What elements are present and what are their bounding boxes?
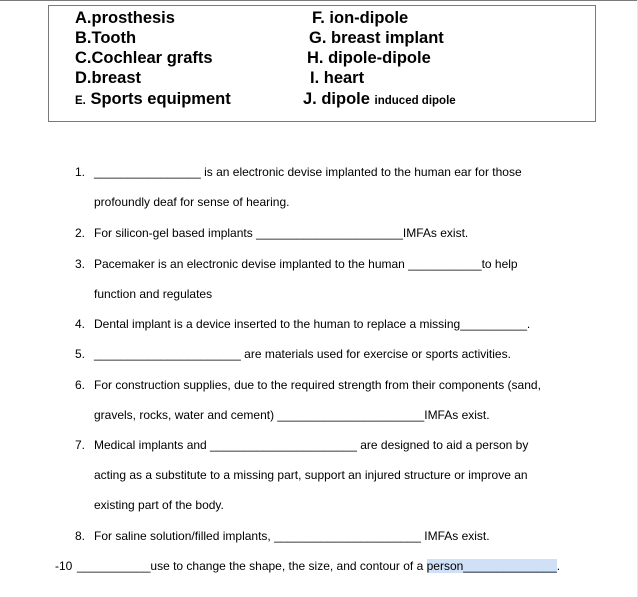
- choice-e: [75, 89, 231, 111]
- choice-letter: A.: [75, 9, 92, 27]
- choice-g: G. breast implant: [309, 29, 444, 47]
- choice-d: [75, 68, 141, 88]
- choice-i: I. heart: [310, 69, 365, 87]
- question-number: 8.: [75, 529, 86, 543]
- question-1-line-1: ________________ is an electronic devise implanted to the human ear for those: [94, 165, 522, 179]
- choice-letter: D.: [75, 69, 92, 87]
- question-number: 6.: [75, 378, 86, 392]
- question-6-line-1: For construction supplies, due to the required strength from their components (sand,: [94, 378, 541, 392]
- choice-letter: C.: [75, 49, 92, 67]
- choice-suffix: induced dipole: [374, 95, 456, 107]
- question-10-end: .: [556, 559, 561, 573]
- choice-text: J. dipole: [303, 90, 370, 108]
- question-3-line-2: function and regulates: [94, 287, 213, 301]
- question-10-line-1: [77, 559, 560, 574]
- question-7-line-3: existing part of the body.: [94, 498, 224, 512]
- choice-b: [75, 28, 136, 48]
- question-10-text: ___________use to change the shape, the size, and contour of a: [77, 559, 427, 573]
- choice-letter: B.: [75, 29, 92, 47]
- question-5-line-1: ______________________ are materials used for exercise or sports activities.: [94, 347, 511, 361]
- question-6-line-2: gravels, rocks, water and cement) ______________________IMFAs exist.: [94, 408, 490, 422]
- question-7-line-2: acting as a substitute to a missing part, support an injured structure or improve an: [94, 468, 528, 482]
- question-number: 7.: [75, 438, 86, 452]
- choice-c: [75, 48, 213, 68]
- question-4-line-1: Dental implant is a device inserted to the human to replace a missing__________.: [94, 317, 531, 331]
- question-number: 4.: [75, 317, 86, 331]
- question-number-10: -10: [55, 559, 73, 573]
- question-1-line-2: profoundly deaf for sense of hearing.: [94, 195, 290, 209]
- question-8-line-1: For saline solution/filled implants, ______________________ IMFAs exist.: [94, 529, 490, 543]
- choice-letter: E.: [75, 95, 86, 107]
- choice-h: H. dipole-dipole: [307, 49, 431, 67]
- question-number: 1.: [75, 165, 86, 179]
- choice-text: breast: [91, 69, 142, 87]
- text-selection-highlight[interactable]: person______________: [426, 559, 557, 573]
- choice-f: F. ion-dipole: [312, 9, 409, 27]
- question-number: 3.: [75, 257, 86, 271]
- question-number: 5.: [75, 347, 86, 361]
- question-2-line-1: For silicon-gel based implants ______________________IMFAs exist.: [94, 226, 469, 240]
- choice-j: [303, 89, 456, 111]
- page-top-edge: [0, 0, 638, 1]
- choice-text: Cochlear grafts: [91, 49, 213, 67]
- question-number: 2.: [75, 226, 86, 240]
- choice-text: Sports equipment: [90, 90, 231, 108]
- question-3-line-1: Pacemaker is an electronic devise implanted to the human ___________to help: [94, 257, 518, 271]
- question-7-line-1: Medical implants and ______________________ are designed to aid a person by: [94, 438, 529, 452]
- choice-text: prosthesis: [91, 9, 175, 27]
- choice-a: [75, 8, 175, 28]
- choice-text: Tooth: [91, 29, 137, 47]
